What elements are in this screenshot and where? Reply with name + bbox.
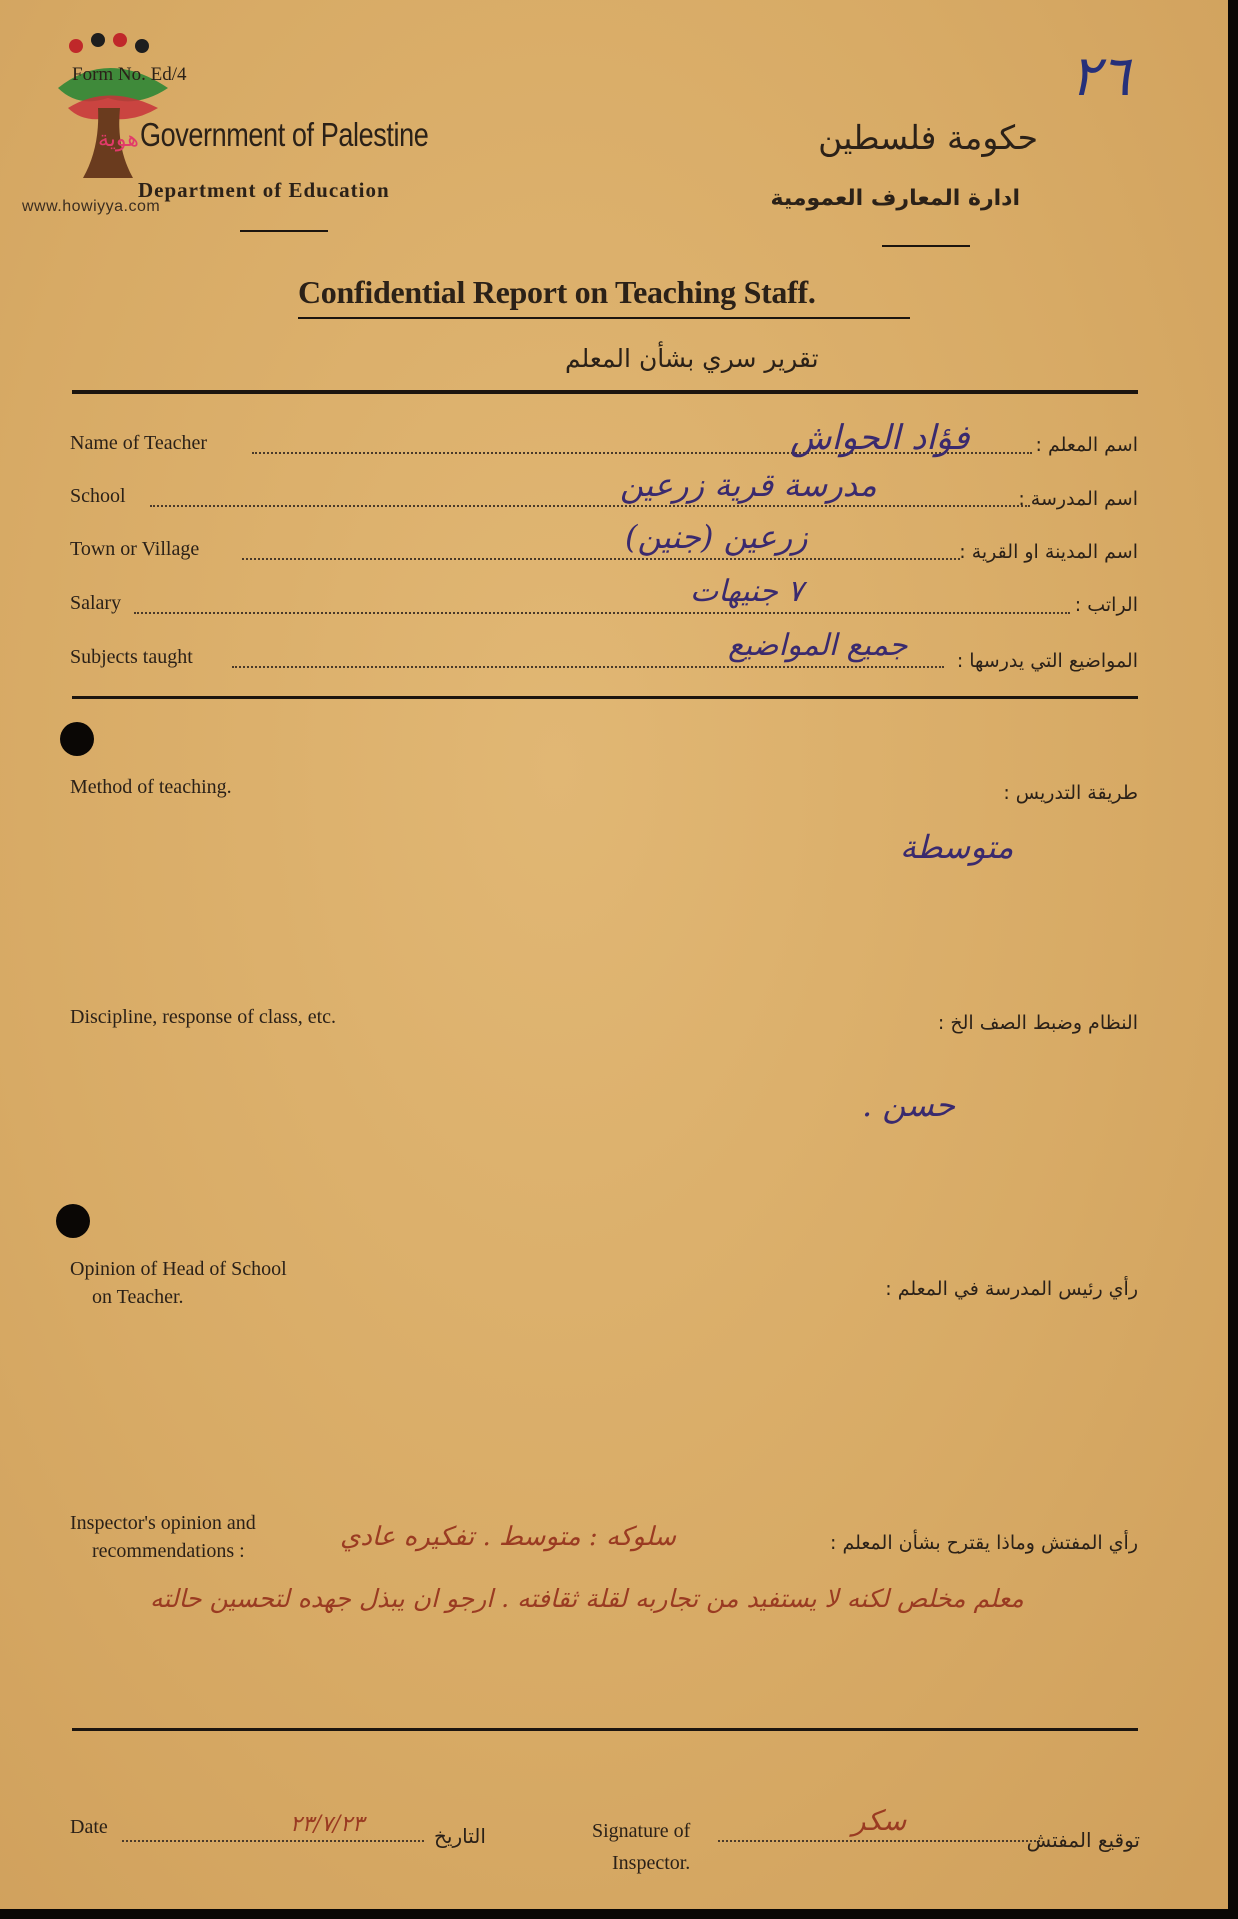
label-discipline-en: Discipline, response of class, etc.: [70, 1006, 337, 1028]
section-rule-top: [72, 390, 1138, 394]
label-inspector-en-line2: recommendations :: [92, 1540, 245, 1562]
watermark-url: www.howiyya.com: [22, 198, 161, 215]
dotted-line-school: [150, 505, 1030, 507]
scan-edge-right: [1228, 0, 1238, 1919]
scan-edge-bottom: [0, 1909, 1238, 1919]
header-divider-left: [240, 230, 328, 232]
dotted-line-signature: [718, 1840, 1040, 1842]
label-date-en: Date: [70, 1816, 108, 1838]
value-signature: سكر: [852, 1804, 907, 1837]
label-method-ar: طريقة التدريس :: [1003, 782, 1138, 804]
label-subjects-ar: المواضيع التي يدرسها :: [956, 650, 1138, 672]
title-underline: [298, 317, 910, 319]
label-signature-en-line1: Signature of: [592, 1820, 691, 1842]
page-number: ٢٦: [1070, 44, 1131, 109]
report-title-ar: تقرير سري بشأن المعلم: [565, 344, 819, 373]
label-inspector-ar: رأي المفتش وماذا يقترح بشأن المعلم :: [830, 1532, 1138, 1554]
label-school-en: School: [70, 485, 126, 507]
dept-title-en: Department of Education: [138, 178, 390, 202]
value-date: ٢٣/٧/٢٣: [290, 1812, 364, 1837]
section-rule-bottom: [72, 1728, 1138, 1731]
label-opinion-ar: رأي رئيس المدرسة في المعلم :: [885, 1278, 1138, 1300]
label-signature-ar: توقيع المفتش: [1026, 1828, 1140, 1852]
report-title-en: Confidential Report on Teaching Staff.: [298, 274, 816, 310]
value-salary: ٧ جنيهات: [690, 574, 804, 609]
gov-title-ar: حكومة فلسطين: [818, 118, 1038, 157]
section-rule-fields: [72, 696, 1138, 699]
dotted-line-salary: [134, 612, 1070, 614]
label-town-ar: اسم المدينة او القرية :: [959, 541, 1138, 563]
label-opinion-en-line2: on Teacher.: [92, 1286, 184, 1308]
value-school: مدرسة قرية زرعين: [620, 466, 877, 504]
label-teacher-name-ar: اسم المعلم :: [1035, 434, 1138, 456]
label-subjects-en: Subjects taught: [70, 646, 193, 668]
label-teacher-name-en: Name of Teacher: [70, 432, 208, 454]
label-school-ar: اسم المدرسة :: [1018, 488, 1138, 510]
value-subjects: جميع المواضيع: [728, 628, 908, 663]
label-inspector-en-line1: Inspector's opinion and: [70, 1512, 256, 1534]
value-discipline: حسن .: [862, 1086, 956, 1124]
value-method: متوسطة: [900, 828, 1014, 866]
value-town: زرعين (جنين): [625, 518, 808, 556]
label-opinion-en-line1: Opinion of Head of School: [70, 1258, 287, 1280]
label-salary-en: Salary: [70, 592, 122, 614]
gov-title-en: Government of Palestine: [140, 116, 429, 153]
form-number: Form No. Ed/4: [72, 64, 187, 85]
label-date-ar: التاريخ: [434, 1824, 486, 1848]
value-inspector-line1: سلوكه : متوسط . تفكيره عادي: [340, 1522, 677, 1552]
howiyya-logo: [38, 28, 188, 188]
label-town-en: Town or Village: [70, 538, 200, 560]
dept-title-ar: ادارة المعارف العمومية: [770, 186, 1020, 211]
label-method-en: Method of teaching.: [70, 776, 232, 798]
logo-text: هوية: [98, 127, 139, 152]
dotted-line-subjects: [232, 666, 944, 668]
dotted-line-date: [122, 1840, 424, 1842]
label-salary-ar: الراتب :: [1074, 594, 1138, 616]
value-teacher-name: فؤاد الحواش: [790, 418, 970, 458]
label-discipline-ar: النظام وضبط الصف الخ :: [937, 1012, 1138, 1034]
value-inspector-line2: معلم مخلص لكنه لا يستفيد من تجاربه لقلة ثقافته . ارجو ان يبذل جهده لتحسين حالته: [150, 1584, 1024, 1613]
dotted-line-town: [242, 558, 960, 560]
punch-hole-top: [60, 722, 94, 756]
header-divider-right: [882, 245, 970, 247]
punch-hole-bottom: [56, 1204, 90, 1238]
label-signature-en-line2: Inspector.: [612, 1852, 691, 1874]
